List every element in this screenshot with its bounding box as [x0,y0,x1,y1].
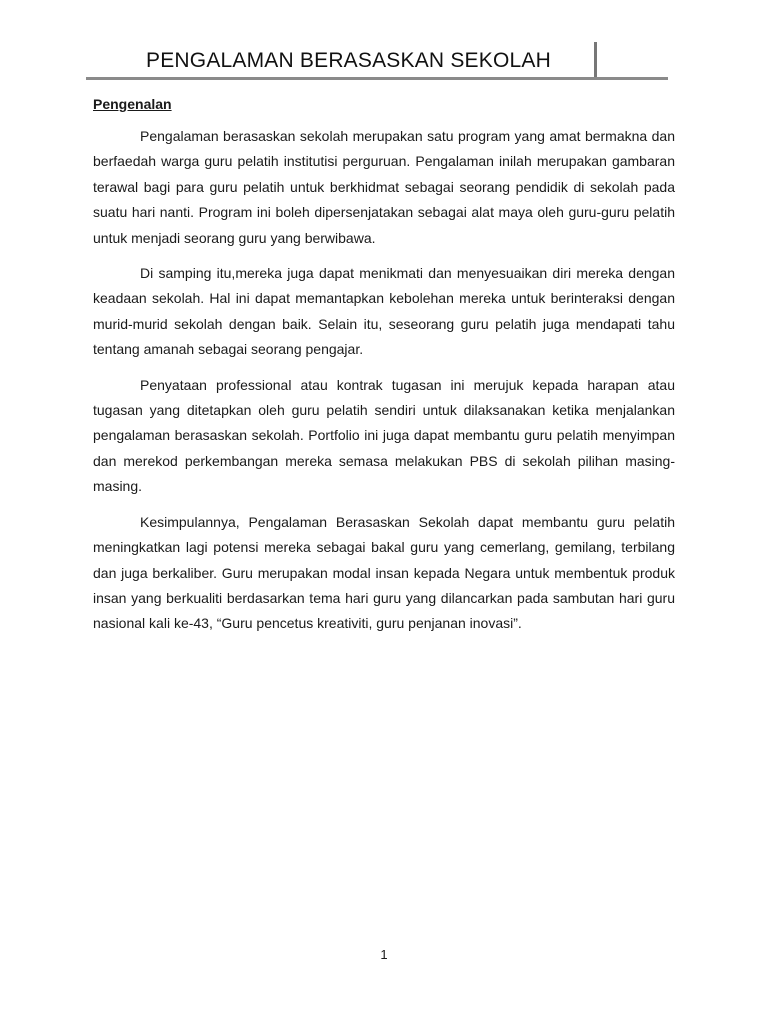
title-vertical-bar [594,42,597,77]
paragraph-3: Penyataan professional atau kontrak tugasan ini merujuk kepada harapan atau tugasan yang ditetapkan oleh guru pelatih sendiri untuk dilaksanakan ketika menjalankan pengalaman berasaskan sekolah. Portfolio ini juga dapat membantu guru pelatih menyimpan dan merekod perkembangan mereka semasa melakukan PBS di sekolah pilihan masing-masing. [93,376,675,495]
title-underline-rule [86,77,668,80]
document-body [93,94,675,647]
page-title: PENGALAMAN BERASASKAN SEKOLAH [146,49,551,72]
paragraph-2: Di samping itu,mereka juga dapat menikmati dan menyesuaikan diri mereka dengan keadaan sekolah. Hal ini dapat memantapkan kebolehan mereka untuk berinteraksi dengan murid-murid sekolah dengan baik. Selain itu, seseorang guru pelatih juga mendapati tahu tentang amanah sebagai seorang pengajar. [93,265,675,358]
page-number: 1 [380,947,388,962]
section-heading: Pengenalan [93,96,172,112]
title-block [86,42,668,82]
paragraph-1: Pengalaman berasaskan sekolah merupakan satu program yang amat bermakna dan berfaedah warga guru pelatih institutisi perguruan. Pengalaman inilah merupakan gambaran terawal bagi para guru pelatih untuk berkhidmat sebagai seorang pendidik di sekolah pada suatu hari nanti. Program ini boleh dipersenjatakan sebagai alat maya oleh guru-guru pelatih untuk menjadi seorang guru yang berwibawa. [93,128,675,246]
paragraph-4: Kesimpulannya, Pengalaman Berasaskan Sekolah dapat membantu guru pelatih meningkatkan lagi potensi mereka sebagai bakal guru yang cemerlang, gemilang, terbilang dan juga berkaliber. Guru merupakan modal insan kepada Negara untuk membentuk produk insan yang berkualiti berdasarkan tema hari guru yang dilancarkan pada sambutan hari guru nasional kali ke-43, “Guru pencetus kreativiti, guru penjanan inovasi”. [93,513,675,632]
